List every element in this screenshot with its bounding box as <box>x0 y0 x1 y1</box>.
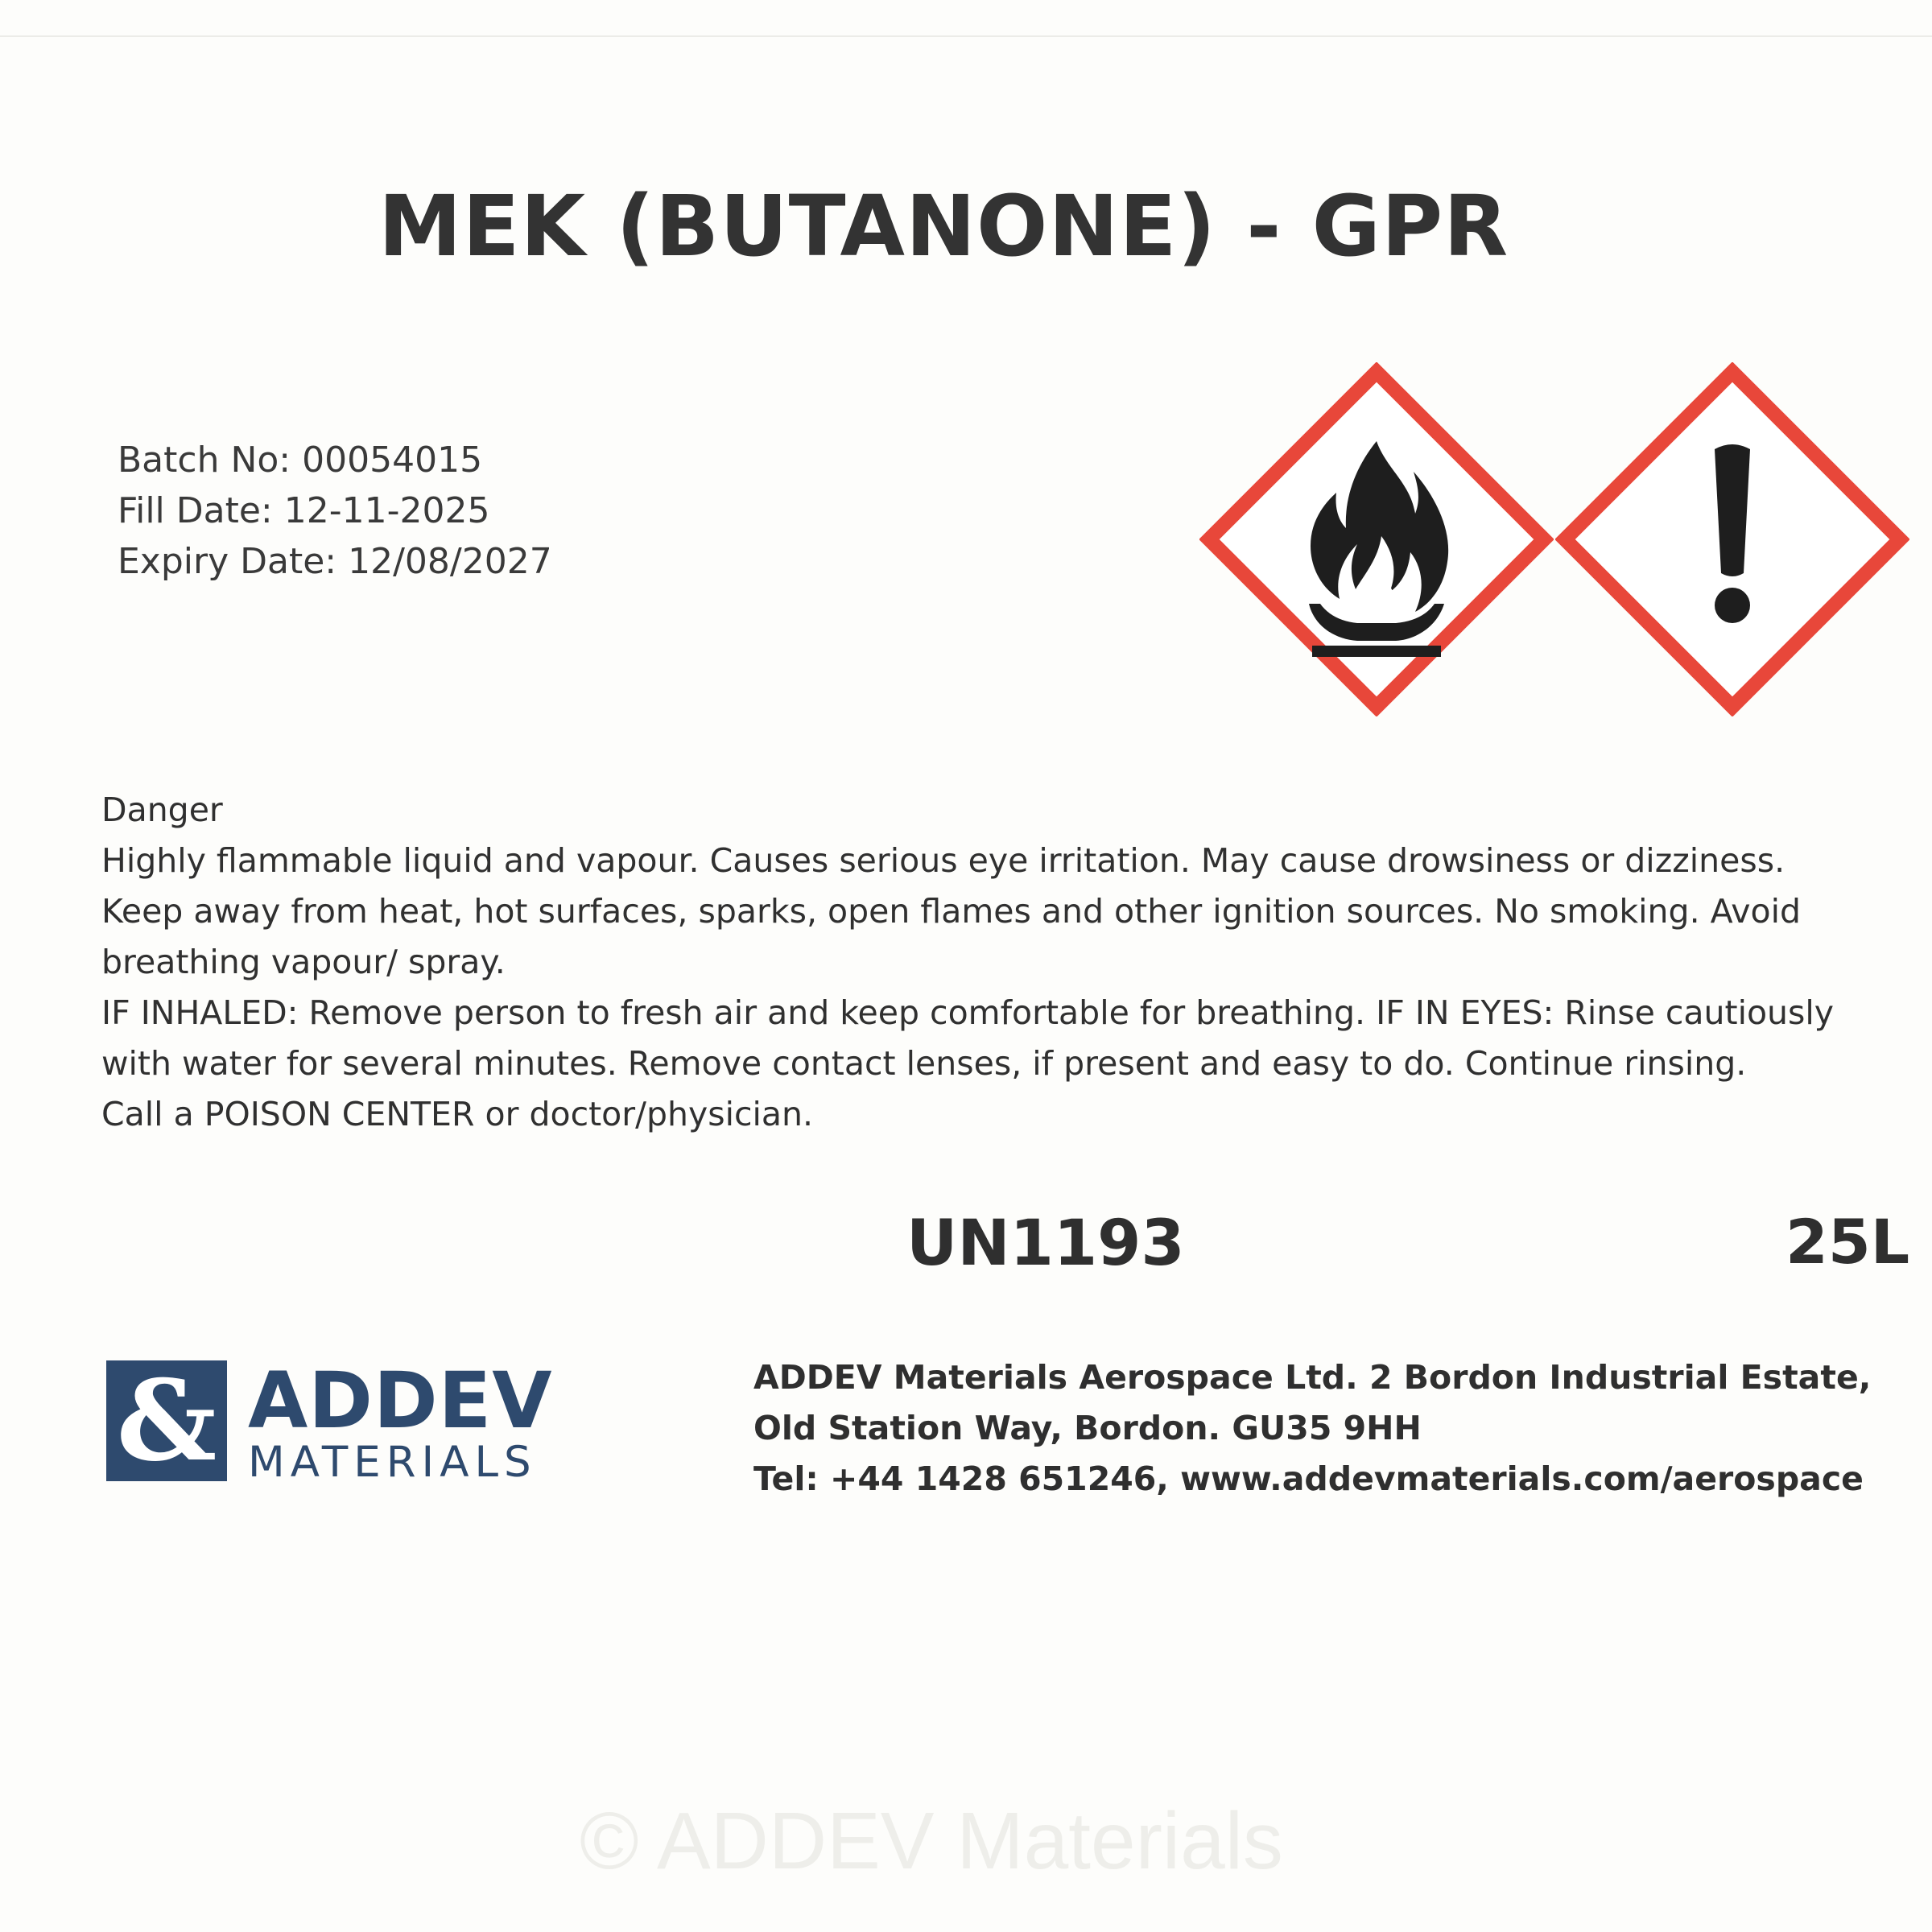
address-line: ADDEV Materials Aerospace Ltd. 2 Bordon Industrial Estate, <box>753 1358 1872 1397</box>
company-address <box>753 1352 1871 1505</box>
contact-line: Tel: +44 1428 651246, www.addevmaterials.com/aerospace <box>753 1459 1864 1498</box>
container-volume: 25L <box>1785 1206 1910 1278</box>
ampersand-icon: & <box>116 1355 217 1486</box>
fill-date: Fill Date: 12-11-2025 <box>118 490 490 531</box>
hazard-line: Keep away from heat, hot surfaces, sparks, open flames and other ignition sources. No smoking. Avoid <box>101 892 1802 931</box>
addev-logo <box>106 1355 553 1489</box>
hazard-line: Highly flammable liquid and vapour. Causes serious eye irritation. May cause drowsiness or dizziness. <box>101 841 1785 880</box>
batch-number: Batch No: 00054015 <box>118 440 483 481</box>
signal-word: Danger <box>101 791 223 829</box>
exclamation-mark-icon <box>1555 362 1909 716</box>
logo-name: ADDEV <box>248 1356 553 1446</box>
logo-subtitle: MATERIALS <box>248 1438 537 1487</box>
product-title: MEK (BUTANONE) - GPR <box>378 177 1509 275</box>
address-line: Old Station Way, Bordon. GU35 9HH <box>753 1409 1422 1447</box>
hazard-line: breathing vapour/ spray. <box>101 943 506 981</box>
flame-icon <box>1199 362 1554 716</box>
hazard-line: with water for several minutes. Remove contact lenses, if present and easy to do. Continue rinsing. <box>101 1044 1747 1083</box>
hazard-line: IF INHALED: Remove person to fresh air and keep comfortable for breathing. IF IN EYES: Rinse cautiously <box>101 993 1835 1032</box>
un-number: UN1193 <box>906 1208 1185 1280</box>
hazard-statements <box>101 785 1872 1140</box>
page-top-edge <box>0 35 1932 37</box>
copyright-watermark: © ADDEV Materials <box>580 1796 1283 1886</box>
hazard-line: Call a POISON CENTER or doctor/physician. <box>101 1095 814 1133</box>
ghs-pictograms <box>1199 362 1908 716</box>
batch-info <box>118 435 552 587</box>
expiry-date: Expiry Date: 12/08/2027 <box>118 541 552 582</box>
